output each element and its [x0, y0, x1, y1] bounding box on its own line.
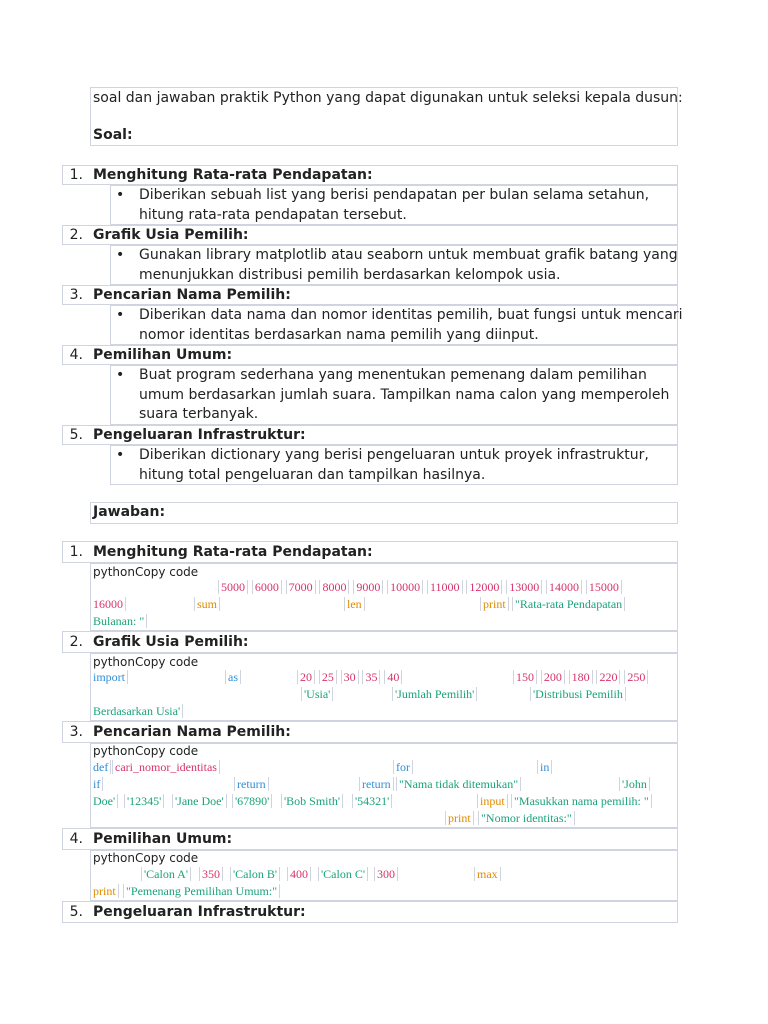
a1-number: 1. [69, 544, 83, 560]
code-keyword-for: for [393, 760, 413, 774]
code-string: Bulanan: " [90, 614, 147, 628]
a2-title: Grafik Usia Pemilih: [93, 634, 249, 650]
code-number: 16000 [90, 597, 126, 611]
soal-heading: Soal: [93, 127, 133, 143]
code-string: "Nama tidak ditemukan" [396, 777, 521, 791]
code-string: 'Calon A' [141, 867, 191, 881]
q1-body [139, 186, 649, 225]
q5-line-2: hitung total pengeluaran dan tampilkan hasilnya. [139, 466, 486, 483]
q2-body [139, 246, 678, 285]
code-number: 200 [541, 670, 565, 684]
a1-code-line-1 [218, 580, 622, 594]
q4-number: 4. [69, 347, 83, 363]
code-string: Doe' [90, 794, 118, 808]
a3-code-label: pythonCopy code [93, 744, 199, 758]
code-number: 35 [362, 670, 380, 684]
code-number: 10000 [387, 580, 423, 594]
code-number: 220 [596, 670, 620, 684]
code-builtin-max: max [474, 867, 501, 881]
code-string: "Rata-rata Pendapatan [512, 597, 625, 611]
code-number: 5000 [218, 580, 248, 594]
a1-code-label: pythonCopy code [93, 565, 199, 579]
code-number: 11000 [427, 580, 463, 594]
a4-number: 4. [69, 831, 83, 847]
a5-title: Pengeluaran Infrastruktur: [93, 904, 306, 920]
jawaban-box [90, 502, 678, 524]
code-number: 250 [624, 670, 648, 684]
code-keyword-return: return [359, 777, 394, 791]
code-string: 'Usia' [301, 687, 333, 701]
code-number: 350 [199, 867, 223, 881]
code-builtin-print: print [480, 597, 509, 611]
a4-title: Pemilihan Umum: [93, 831, 233, 847]
a2-ages [297, 670, 402, 684]
code-keyword-def: def [90, 760, 111, 774]
q3-line-1: Diberikan data nama dan nomor identitas pemilih, buat fungsi untuk mencari [139, 307, 683, 323]
code-number: 9000 [353, 580, 383, 594]
code-number: 400 [287, 867, 311, 881]
code-number: 150 [513, 670, 537, 684]
q1-number: 1. [69, 167, 83, 183]
code-builtin-input: input [477, 794, 508, 808]
q4-title: Pemilihan Umum: [93, 347, 233, 363]
jawaban-heading: Jawaban: [93, 504, 166, 520]
code-string: 'Calon B' [230, 867, 280, 881]
code-number: 14000 [546, 580, 582, 594]
code-number: 7000 [286, 580, 316, 594]
q1-title: Menghitung Rata-rata Pendapatan: [93, 167, 373, 183]
code-string: 'Distribusi Pemilih [530, 687, 626, 701]
q4-line-3: suara terbanyak. [139, 406, 259, 422]
code-number: 40 [384, 670, 402, 684]
q4-line-2: umum berdasarkan jumlah suara. Tampilkan nama calon yang memperoleh [139, 386, 670, 403]
code-string: 'Jane Doe' [172, 794, 227, 808]
code-string: Berdasarkan Usia' [90, 704, 183, 718]
q5-number: 5. [69, 427, 83, 443]
code-number: 30 [341, 670, 359, 684]
q5-body [139, 446, 649, 485]
a3-number: 3. [69, 724, 83, 740]
q5-title: Pengeluaran Infrastruktur: [93, 427, 306, 443]
code-builtin-print: print [90, 884, 119, 898]
q2-number: 2. [69, 227, 83, 243]
code-number: 25 [319, 670, 337, 684]
code-keyword-return: return [234, 777, 269, 791]
a4-code-label: pythonCopy code [93, 851, 199, 865]
a5-number: 5. [69, 904, 83, 920]
q3-bullet: • [116, 307, 125, 323]
code-number: 20 [297, 670, 315, 684]
code-builtin-len: len [344, 597, 365, 611]
code-string: 'John [619, 777, 650, 791]
code-builtin-sum: sum [194, 597, 220, 611]
q2-line-1: Gunakan library matplotlib atau seaborn untuk membuat grafik batang yang [139, 247, 678, 263]
code-string: '12345' [124, 794, 164, 808]
code-keyword-in: in [537, 760, 552, 774]
code-keyword-import: import [90, 670, 128, 684]
code-number: 15000 [586, 580, 622, 594]
q4-line-1: Buat program sederhana yang menentukan pemenang dalam pemilihan [139, 367, 647, 383]
q3-number: 3. [69, 287, 83, 303]
intro-text: soal dan jawaban praktik Python yang dapat digunakan untuk seleksi kepala dusun: [93, 90, 683, 106]
code-number: 6000 [252, 580, 282, 594]
a3-title: Pencarian Nama Pemilih: [93, 724, 291, 740]
code-number: 13000 [506, 580, 542, 594]
q1-line-2: hitung rata-rata pendapatan tersebut. [139, 206, 407, 223]
a2-code-label: pythonCopy code [93, 655, 199, 669]
a2-counts [513, 670, 648, 684]
code-string: "Nomor identitas:" [478, 811, 575, 825]
code-string: '67890' [232, 794, 272, 808]
q4-body [139, 366, 669, 425]
code-string: "Masukkan nama pemilih: " [511, 794, 652, 808]
code-number: 300 [374, 867, 398, 881]
code-builtin-print: print [445, 811, 474, 825]
q2-title: Grafik Usia Pemilih: [93, 227, 249, 243]
code-number: 180 [569, 670, 593, 684]
q2-line-2: menunjukkan distribusi pemilih berdasarkan kelompok usia. [139, 266, 561, 283]
code-number: 12000 [466, 580, 502, 594]
code-keyword-as: as [225, 670, 241, 684]
q3-title: Pencarian Nama Pemilih: [93, 287, 291, 303]
q5-line-1: Diberikan dictionary yang berisi pengeluaran untuk proyek infrastruktur, [139, 447, 649, 463]
code-string: 'Bob Smith' [281, 794, 343, 808]
q3-body [139, 306, 683, 345]
code-string: 'Calon C' [318, 867, 368, 881]
code-number: 8000 [319, 580, 349, 594]
q3-line-2: nomor identitas berdasarkan nama pemilih yang diinput. [139, 326, 539, 343]
code-string: '54321' [352, 794, 392, 808]
q5-bullet: • [116, 447, 125, 463]
code-string: "Pemenang Pemilihan Umum:" [123, 884, 280, 898]
code-keyword-if: if [90, 777, 103, 791]
code-function-name: cari_nomor_identitas [112, 760, 220, 774]
q1-bullet: • [116, 187, 125, 203]
code-string: 'Jumlah Pemilih' [392, 687, 477, 701]
q1-line-1: Diberikan sebuah list yang berisi pendapatan per bulan selama setahun, [139, 187, 650, 203]
q4-bullet: • [116, 367, 125, 383]
a1-title: Menghitung Rata-rata Pendapatan: [93, 544, 373, 560]
a2-number: 2. [69, 634, 83, 650]
q2-bullet: • [116, 247, 125, 263]
